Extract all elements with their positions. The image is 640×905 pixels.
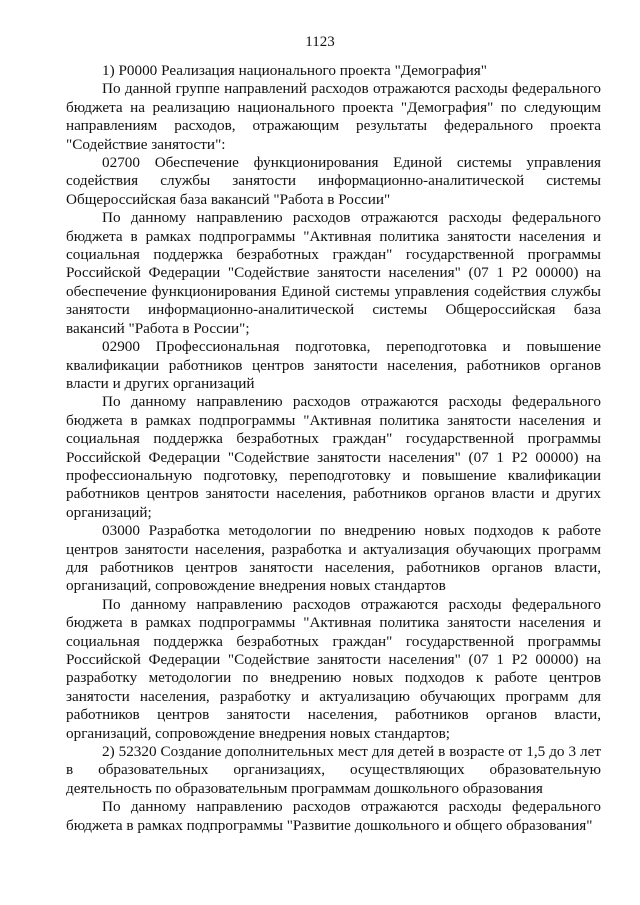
paragraph: По данному направлению расходов отражаются расходы федерального бюджета в рамках подпрограммы "Активная политика занятости населения и социальная поддержка безработных граждан" государственной программы Российской Федерации "Содействие занятости населения" (07 1 Р2 00000) на разработку методологии по внедрению новых подходов к работе центров занятости населения, разработку и актуализацию обучающих программ для работников центров занятости населения, работников органов власти, организаций, сопровождение внедрения новых стандартов; [66, 595, 601, 742]
paragraph: По данному направлению расходов отражаются расходы федерального бюджета в рамках подпрограммы "Развитие дошкольного и общего образования" [66, 798, 601, 834]
paragraph-heading-2: 2) 52320 Создание дополнительных мест для детей в возрасте от 1,5 до 3 лет в образовательных организациях, осуществляющих образовательную деятельность по образовательным программам дошкольного образования [66, 743, 601, 797]
paragraph-code-02900: 02900 Профессиональная подготовка, переподготовка и повышение квалификации работников центров занятости населения, работников органов власти и других организаций [66, 338, 601, 392]
paragraph: По данному направлению расходов отражаются расходы федерального бюджета в рамках подпрограммы "Активная политика занятости населения и социальная поддержка безработных граждан" государственной программы Российской Федерации "Содействие занятости населения" (07 1 Р2 00000) на профессиональную подготовку, переподготовку и повышение квалификации работников центров занятости населения, работников органов власти и других организаций; [66, 393, 601, 521]
page-number: 1123 [305, 34, 335, 50]
document-body [66, 62, 601, 835]
paragraph: По данной группе направлений расходов отражаются расходы федерального бюджета на реализацию национального проекта "Демография" по следующим направлениям расходов, отражающим результаты федерального проекта "Содействие занятости": [66, 80, 601, 153]
paragraph-code-03000: 03000 Разработка методологии по внедрению новых подходов к работе центров занятости населения, разработка и актуализация обучающих программ для работников центров занятости населения, работников органов власти, организаций, сопровождение внедрения новых стандартов [66, 522, 601, 595]
paragraph-code-02700: 02700 Обеспечение функционирования Единой системы управления содействия службы занятости информационно-аналитической системы Общероссийская база вакансий "Работа в России" [66, 154, 601, 208]
paragraph: По данному направлению расходов отражаются расходы федерального бюджета в рамках подпрограммы "Активная политика занятости населения и социальная поддержка безработных граждан" государственной программы Российской Федерации "Содействие занятости населения" (07 1 Р2 00000) на обеспечение функционирования Единой системы управления содействия службы занятости информационно-аналитической системы Общероссийская база вакансий "Работа в России"; [66, 209, 601, 337]
paragraph-heading-1: 1) Р0000 Реализация национального проекта "Демография" [102, 62, 487, 79]
